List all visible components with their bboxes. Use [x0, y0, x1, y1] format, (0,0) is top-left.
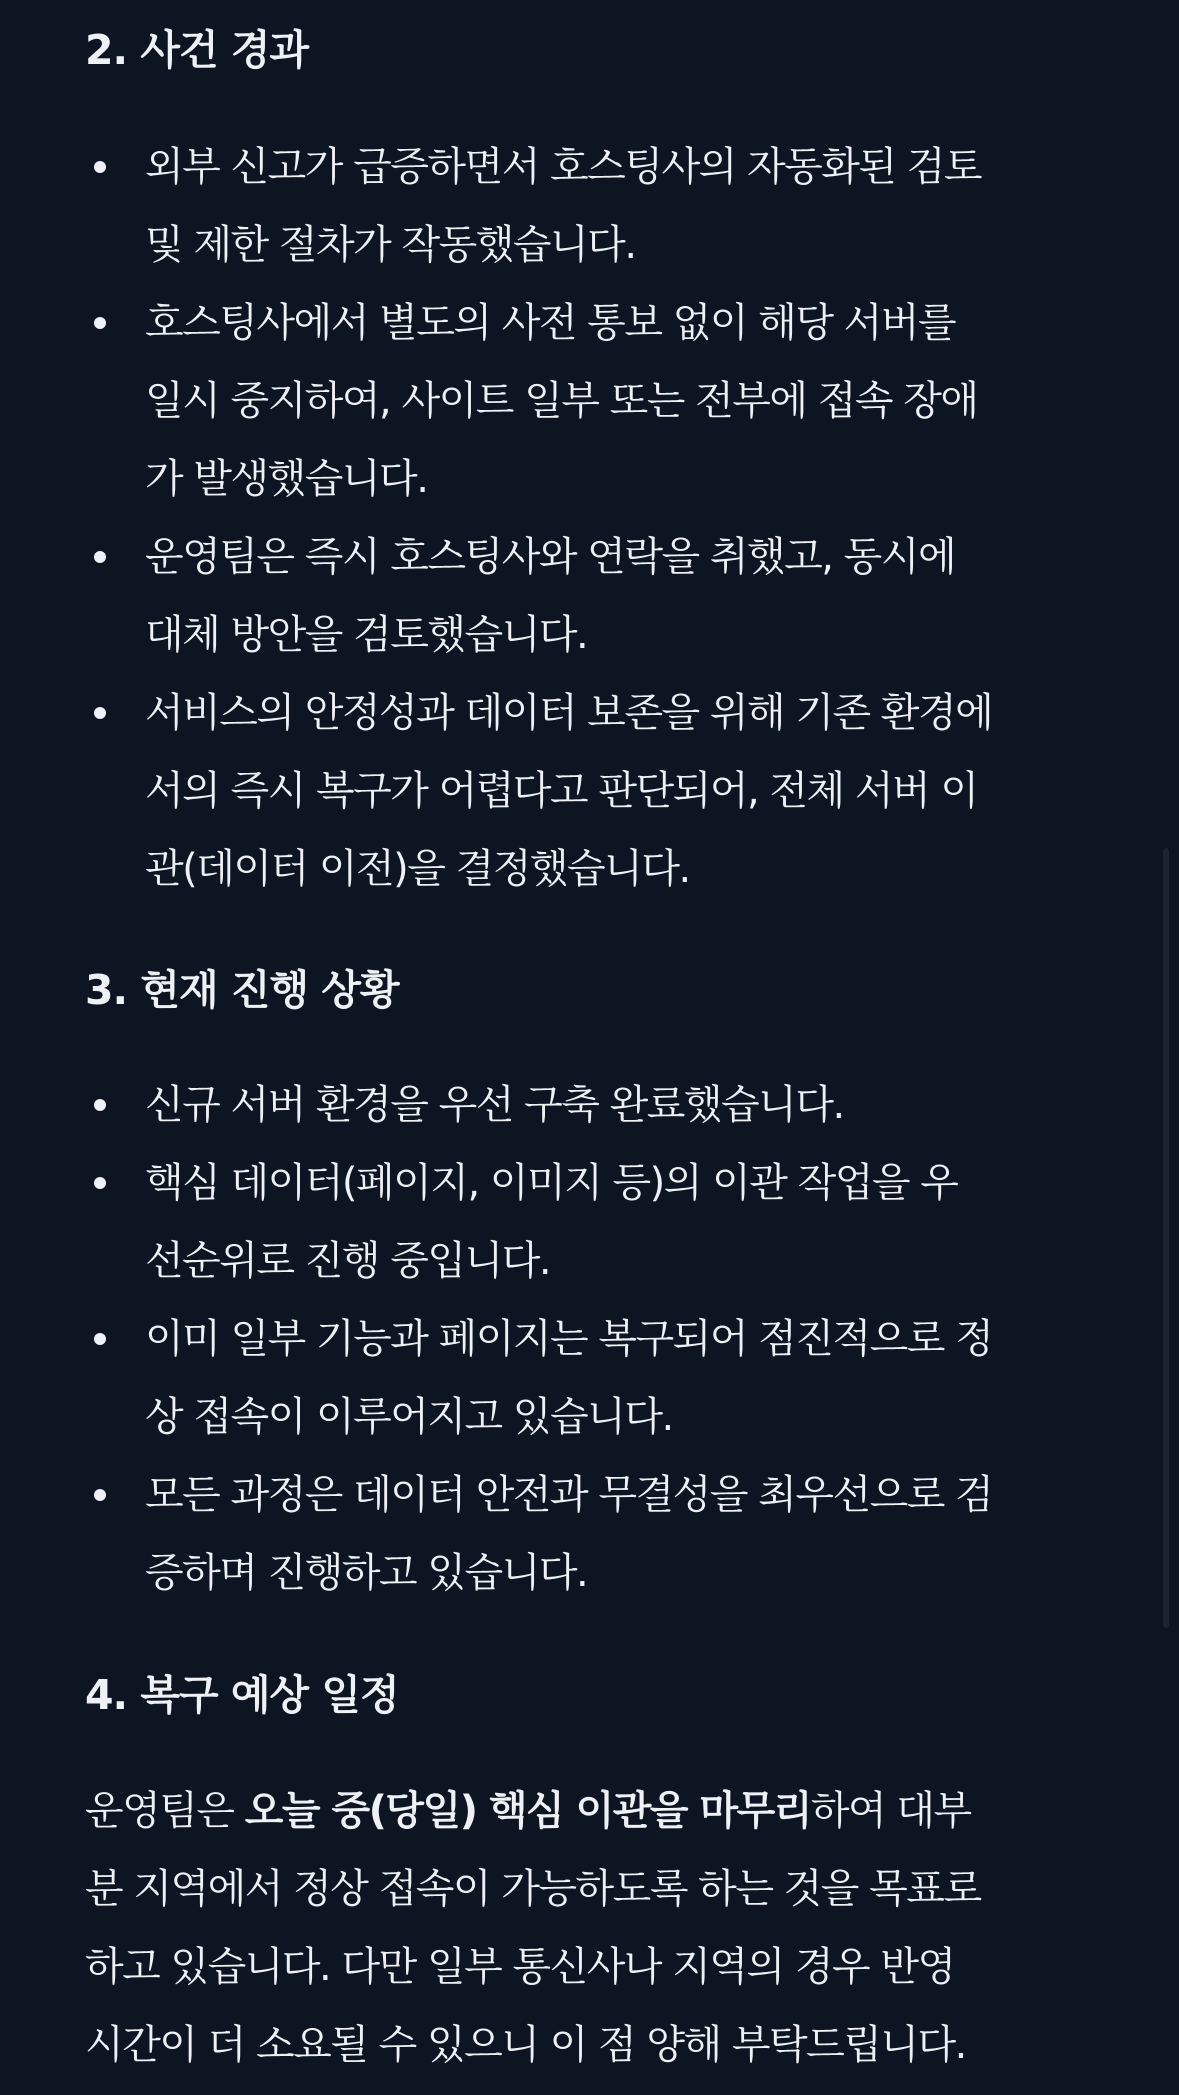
section-4-heading: 4. 복구 예상 일정	[85, 1671, 399, 1719]
list-item-line: 증하며 진행하고 있습니다.	[145, 1550, 588, 1596]
list-item-line: 신규 서버 환경을 우선 구축 완료했습니다.	[145, 1082, 844, 1128]
scrollbar[interactable]	[1163, 848, 1169, 1628]
bullet-icon	[94, 317, 106, 329]
bullet-icon	[94, 1177, 106, 1189]
paragraph-line	[85, 1772, 971, 1850]
list-item-line: 서의 즉시 복구가 어렵다고 판단되어, 전체 서버 이	[145, 768, 978, 814]
paragraph-line: 분 지역에서 정상 접속이 가능하도록 하는 것을 목표로	[85, 1866, 981, 1912]
list-item-line: 상 접속이 이루어지고 있습니다.	[145, 1394, 673, 1440]
list-item-line: 서비스의 안정성과 데이터 보존을 위해 기존 환경에	[145, 690, 993, 736]
paragraph-text: 운영팀은	[85, 1788, 245, 1834]
list-item	[0, 1300, 1090, 1456]
list-item	[0, 1144, 1090, 1300]
bullet-icon	[94, 551, 106, 563]
paragraph-line: 시간이 더 소요될 수 있으니 이 점 양해 부탁드립니다.	[85, 2022, 966, 2068]
list-item	[0, 284, 1090, 518]
list-item	[0, 518, 1090, 674]
bullet-icon	[94, 707, 106, 719]
list-item-line: 가 발생했습니다.	[145, 456, 428, 502]
list-item	[0, 674, 1090, 908]
list-item-line: 모든 과정은 데이터 안전과 무결성을 최우선으로 검	[145, 1472, 993, 1518]
list-item-line: 일시 중지하여, 사이트 일부 또는 전부에 접속 장애	[145, 378, 978, 424]
list-item-line: 및 제한 절차가 작동했습니다.	[145, 222, 636, 268]
paragraph-line: 하고 있습니다. 다만 일부 통신사나 지역의 경우 반영	[85, 1944, 955, 1990]
bullet-icon	[94, 1333, 106, 1345]
list-item	[0, 1066, 1090, 1144]
list-item-line: 이미 일부 기능과 페이지는 복구되어 점진적으로 정	[145, 1316, 993, 1362]
list-item	[0, 128, 1090, 284]
paragraph-bold-text: 오늘 중(당일) 핵심 이관을 마무리	[244, 1788, 811, 1834]
bullet-icon	[94, 161, 106, 173]
list-item-line: 선순위로 진행 중입니다.	[145, 1238, 551, 1284]
bullet-icon	[94, 1489, 106, 1501]
section-2-list	[0, 128, 1179, 908]
section-3-heading: 3. 현재 진행 상황	[85, 966, 399, 1014]
list-item-line: 관(데이터 이전)을 결정했습니다.	[145, 846, 690, 892]
bullet-icon	[94, 1099, 106, 1111]
paragraph-text: 하여 대부	[810, 1788, 971, 1834]
list-item-line: 운영팀은 즉시 호스팅사와 연락을 취했고, 동시에	[145, 534, 956, 580]
list-item-line: 대체 방안을 검토했습니다.	[145, 612, 588, 658]
section-2-heading: 2. 사건 경과	[85, 26, 309, 74]
list-item-line: 핵심 데이터(페이지, 이미지 등)의 이관 작업을 우	[145, 1160, 958, 1206]
list-item	[0, 1456, 1090, 1612]
list-item-line: 호스팅사에서 별도의 사전 통보 없이 해당 서버를	[145, 300, 956, 346]
section-3-list	[0, 1066, 1179, 1612]
list-item-line: 외부 신고가 급증하면서 호스팅사의 자동화된 검토	[145, 144, 982, 190]
